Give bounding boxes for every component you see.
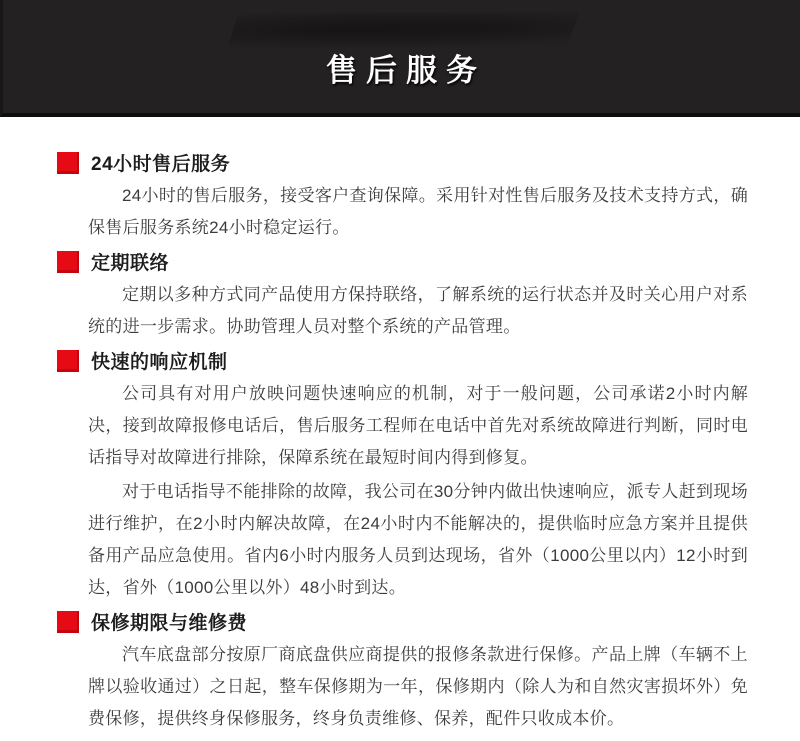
section-heading-text: 定期联络	[91, 253, 170, 274]
red-square-bullet-icon	[57, 251, 79, 273]
section-heading	[57, 610, 748, 633]
section-paragraph: 汽车底盘部分按原厂商底盘供应商提供的报修条款进行保修。产品上牌（车辆不上牌以验收通过）之日起，整车保修期为一年，保修期内（除人为和自然灾害损坏外）免费保修，提供终身保修服务，终身负责维修、保养，配件只收成本价。	[88, 645, 748, 728]
section-24h-service	[88, 151, 748, 244]
section-warranty	[88, 610, 748, 735]
section-heading-text: 保修期限与维修费	[91, 613, 248, 634]
section-paragraph: 24小时的售后服务，接受客户查询保障。采用针对性售后服务及技术支持方式，确保售后服务系统24小时稳定运行。	[88, 186, 748, 237]
red-square-bullet-icon	[57, 152, 79, 174]
section-heading	[57, 151, 748, 174]
section-rapid-response	[88, 349, 748, 604]
watermark-smudge	[227, 12, 579, 48]
section-paragraph: 定期以多种方式同产品使用方保持联络，了解系统的运行状态并及时关心用户对系统的进一步需求。协助管理人员对整个系统的产品管理。	[88, 285, 748, 336]
section-heading-text: 快速的响应机制	[91, 352, 228, 373]
red-square-bullet-icon	[57, 611, 79, 633]
page-title: 售后服务	[326, 53, 486, 88]
section-paragraph: 对于电话指导不能排除的故障，我公司在30分钟内做出快速响应，派专人赶到现场进行维护，在2小时内解决故障，在24小时内不能解决的，提供临时应急方案并且提供备用产品应急使用。省内6小时内服务人员到达现场，省外（1000公里以内）12小时到达，省外（1000公里以外）48小时到达。	[88, 482, 748, 597]
section-heading	[57, 250, 748, 273]
red-square-bullet-icon	[57, 350, 79, 372]
section-regular-contact	[88, 250, 748, 343]
section-heading-text: 24小时售后服务	[91, 154, 231, 175]
header-banner	[0, 0, 800, 117]
content-area	[0, 117, 800, 735]
section-paragraph: 公司具有对用户放映问题快速响应的机制，对于一般问题，公司承诺2小时内解决，接到故障报修电话后，售后服务工程师在电话中首先对系统故障进行判断，同时电话指导对故障进行排除，保障系统在最短时间内得到修复。	[88, 384, 748, 467]
section-heading	[57, 349, 748, 372]
